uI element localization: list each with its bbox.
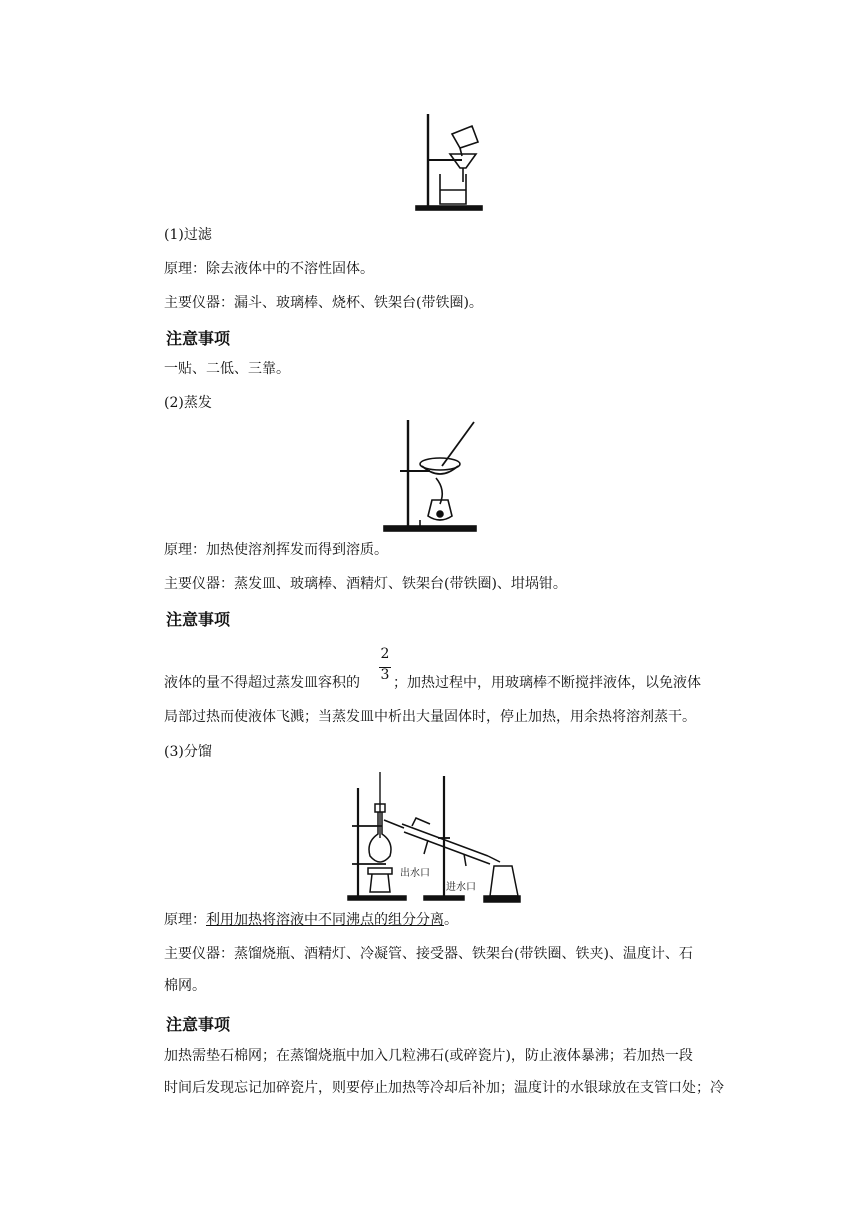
- distillation-apparatus-figure: [344, 768, 522, 904]
- principle-end: 。: [444, 912, 458, 928]
- filtration-instruments: 主要仪器：漏斗、玻璃棒、烧杯、铁架台(带铁圈)。: [164, 295, 483, 311]
- outlet-label: 出水口: [400, 868, 430, 879]
- distillation-heading: (3)分馏: [164, 744, 212, 760]
- distillation-notes-line2: 时间后发现忘记加碎瓷片，则要停止加热等冷却后补加；温度计的水银球放在支管口处；冷: [164, 1080, 724, 1096]
- filtration-apparatus-figure: [410, 108, 490, 212]
- filtration-notes: 一贴、二低、三靠。: [164, 361, 290, 377]
- evaporation-apparatus-figure: [380, 416, 480, 534]
- filtration-principle: 原理：除去液体中的不溶性固体。: [164, 261, 374, 277]
- evaporation-heading: (2)蒸发: [164, 395, 212, 411]
- evaporation-instruments: 主要仪器：蒸发皿、玻璃棒、酒精灯、铁架台(带铁圈)、坩埚钳。: [164, 576, 567, 592]
- inlet-label: 进水口: [446, 882, 476, 893]
- fraction-numerator: 2: [380, 646, 390, 662]
- evaporation-notes-line2: 局部过热而使液体飞溅；当蒸发皿中析出大量固体时，停止加热，用余热将溶剂蒸干。: [164, 709, 696, 725]
- filtration-heading: (1)过滤: [164, 227, 212, 243]
- distillation-instruments-line1: 主要仪器：蒸馏烧瓶、酒精灯、冷凝管、接受器、铁架台(带铁圈、铁夹)、温度计、石: [164, 946, 693, 962]
- distillation-notes-title: 注意事项: [166, 1015, 231, 1034]
- fraction-denominator: 3: [380, 667, 390, 683]
- evaporation-principle: 原理：加热使溶剂挥发而得到溶质。: [164, 542, 388, 558]
- filtration-notes-title: 注意事项: [166, 329, 231, 348]
- evaporation-notes-line1-start: 液体的量不得超过蒸发皿容积的: [164, 675, 360, 691]
- distillation-notes-line1: 加热需垫石棉网；在蒸馏烧瓶中加入几粒沸石(或碎瓷片)，防止液体暴沸；若加热一段: [164, 1048, 693, 1064]
- principle-label: 原理：: [164, 912, 206, 928]
- distillation-instruments-line2: 棉网。: [164, 978, 206, 994]
- evaporation-notes-title: 注意事项: [166, 610, 231, 629]
- evaporation-notes-line1-end: ；加热过程中，用玻璃棒不断搅拌液体，以免液体: [393, 675, 701, 691]
- principle-text: 利用加热将溶液中不同沸点的组分分离: [206, 912, 444, 928]
- distillation-principle: [164, 910, 458, 930]
